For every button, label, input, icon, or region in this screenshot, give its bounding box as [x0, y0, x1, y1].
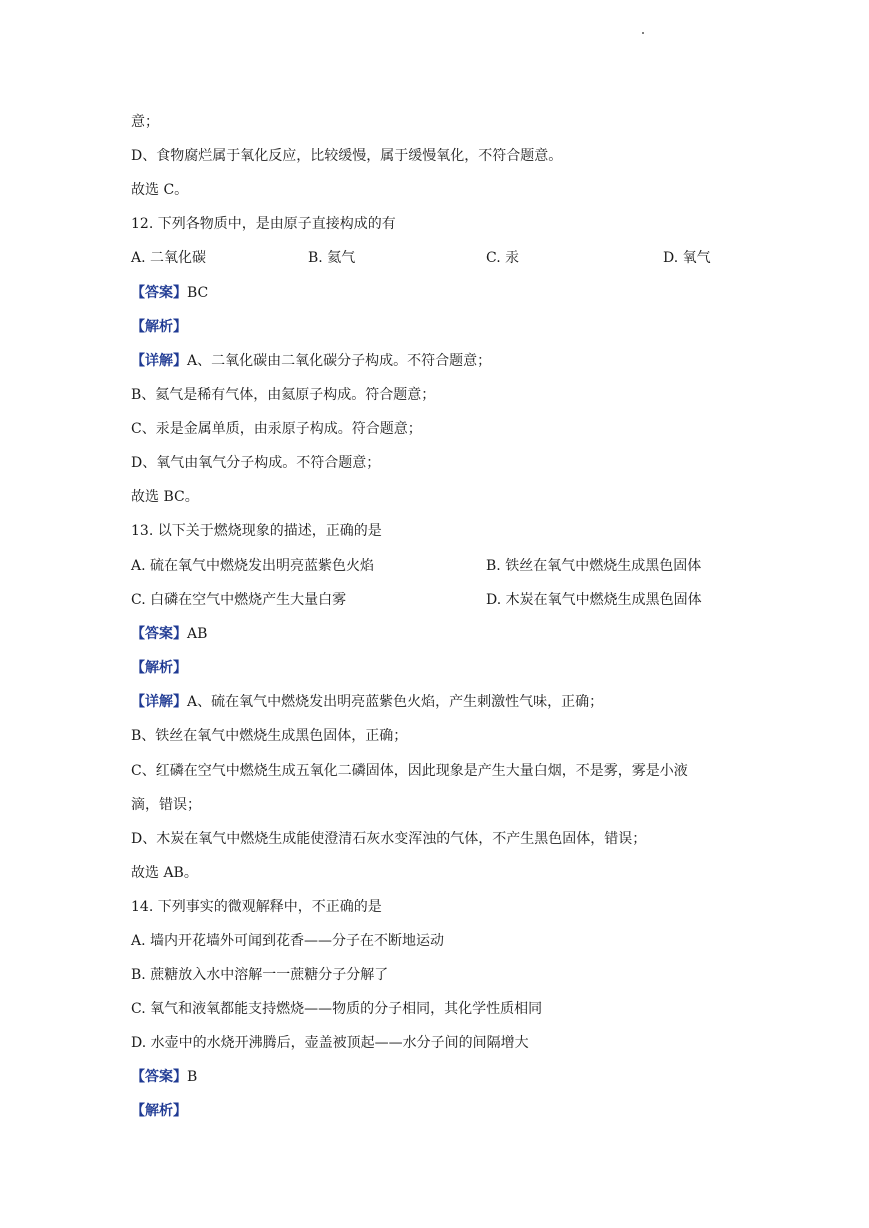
q14-option-d: D. 水壶中的水烧开沸腾后，壶盖被顶起——水分子间的间隔增大	[131, 1035, 529, 1051]
q13-option-d: D. 木炭在氧气中燃烧生成黑色固体	[486, 592, 702, 608]
q12-detail-a	[131, 351, 491, 371]
q13-detail-c-1: C、红磷在空气中燃烧生成五氧化二磷固体，因此现象是产生大量白烟，不是雾，雾是小液	[131, 763, 688, 779]
q13-analysis	[131, 658, 187, 678]
prev-conclusion: 故选 C。	[131, 182, 189, 198]
answer-tag: 【答案】	[131, 285, 187, 301]
q12-stem: 12. 下列各物质中，是由原子直接构成的有	[131, 216, 396, 232]
q13-stem: 13. 以下关于燃烧现象的描述，正确的是	[131, 523, 382, 539]
q13-option-b: B. 铁丝在氧气中燃烧生成黑色固体	[486, 558, 702, 574]
q12-option-d: D. 氧气	[663, 250, 711, 266]
q12-answer-value: BC	[187, 285, 209, 301]
analysis-tag: 【解析】	[131, 660, 187, 676]
answer-tag: 【答案】	[131, 1069, 187, 1085]
q14-analysis	[131, 1101, 187, 1121]
q12-option-b: B. 氦气	[308, 250, 356, 266]
q12-detail-a-text: A、二氧化碳由二氧化碳分子构成。不符合题意；	[187, 353, 492, 369]
q14-answer	[131, 1067, 197, 1087]
prev-line-1: 意；	[131, 114, 159, 130]
q14-option-b: B. 蔗糖放入水中溶解一一蔗糖分子分解了	[131, 967, 389, 983]
q13-detail-b: B、铁丝在氧气中燃烧生成黑色固体，正确；	[131, 728, 408, 744]
prev-line-2: D、食物腐烂属于氧化反应，比较缓慢，属于缓慢氧化，不符合题意。	[131, 148, 563, 164]
q12-analysis	[131, 317, 187, 337]
q14-option-c: C. 氧气和液氧都能支持燃烧——物质的分子相同，其化学性质相同	[131, 1001, 543, 1017]
analysis-tag: 【解析】	[131, 319, 187, 335]
q14-answer-value: B	[187, 1069, 198, 1085]
analysis-tag: 【解析】	[131, 1103, 187, 1119]
q12-detail-b: B、氦气是稀有气体，由氦原子构成。符合题意；	[131, 387, 436, 403]
q13-option-a: A. 硫在氧气中燃烧发出明亮蓝紫色火焰	[131, 558, 375, 574]
detail-tag: 【详解】	[131, 694, 187, 710]
q12-detail-d: D、氧气由氧气分子构成。不符合题意；	[131, 455, 381, 471]
q13-option-c: C. 白磷在空气中燃烧产生大量白雾	[131, 592, 347, 608]
q12-option-c: C. 汞	[486, 250, 520, 266]
q13-answer	[131, 624, 207, 644]
q12-conclusion: 故选 BC。	[131, 489, 199, 505]
q13-detail-d: D、木炭在氧气中燃烧生成能使澄清石灰水变浑浊的气体，不产生黑色固体，错误；	[131, 831, 647, 847]
q13-answer-value: AB	[187, 626, 208, 642]
q13-conclusion: 故选 AB。	[131, 865, 198, 881]
detail-tag: 【详解】	[131, 353, 187, 369]
answer-tag: 【答案】	[131, 626, 187, 642]
q14-stem: 14. 下列事实的微观解释中，不正确的是	[131, 899, 382, 915]
q12-option-a: A. 二氧化碳	[131, 250, 207, 266]
q12-detail-c: C、汞是金属单质，由汞原子构成。符合题意；	[131, 421, 422, 437]
q13-detail-a	[131, 692, 603, 712]
q14-option-a: A. 墙内开花墙外可闻到花香——分子在不断地运动	[131, 933, 445, 949]
q13-detail-c-2: 滴，错误；	[131, 797, 201, 813]
q13-detail-a-text: A、硫在氧气中燃烧发出明亮蓝紫色火焰，产生刺激性气味，正确；	[187, 694, 604, 710]
q12-answer	[131, 283, 208, 303]
page-dot	[642, 32, 644, 34]
